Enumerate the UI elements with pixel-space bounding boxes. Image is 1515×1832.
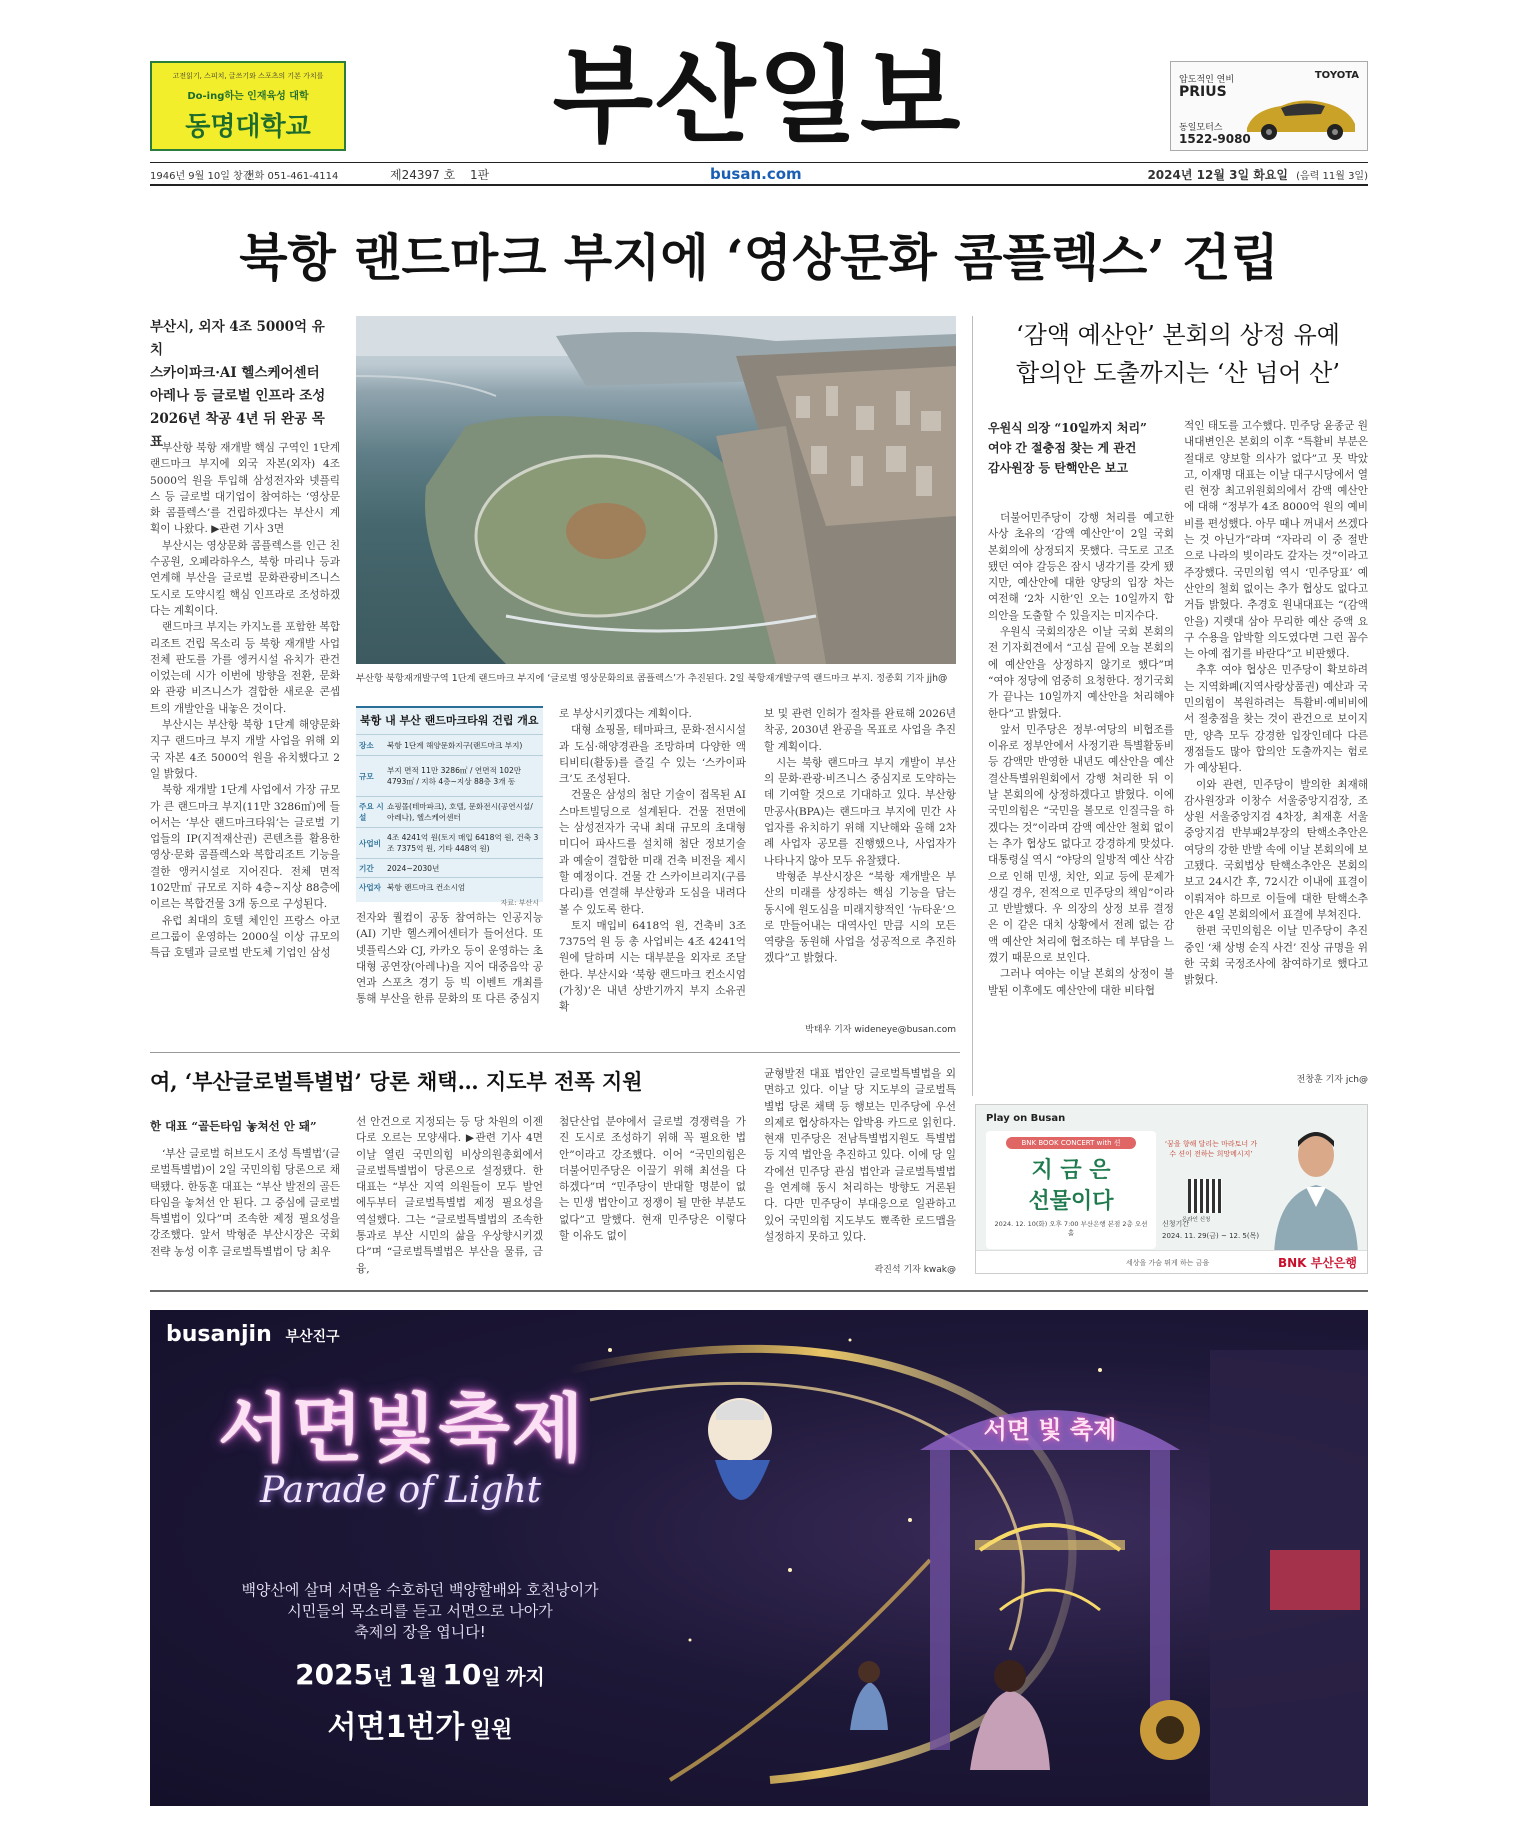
info-row-key-4: 사업비 — [359, 838, 382, 848]
ad-dongmyung[interactable] — [150, 61, 346, 151]
ad-dongmyung-name: 동명대학교 — [185, 112, 311, 142]
qr-code[interactable] — [1188, 1179, 1222, 1213]
info-row-key-3: 주요 시설 — [359, 802, 384, 822]
lower-col-2 — [356, 1114, 543, 1276]
main-byline: 박태우 기자 wideneye@busan.com — [805, 1025, 956, 1035]
right-col-1 — [988, 510, 1174, 1082]
right-subhead-3: 감사원장 등 탄핵안은 보고 — [988, 461, 1129, 475]
ad-dongmyung-line1: 고전읽기, 스피치, 글쓰기와 스포츠의 기본 가치를 — [172, 72, 324, 80]
main-col1-p5: 북항 재개발 1단계 사업에서 가장 규모가 큰 랜드마크 부지(11만 3286㎡)에 들어서는 ‘부산 랜드마크타워’는 글로벌 기업들의 IP(지적재산권) 콘텐츠를 활용한 영상·문화 콤플렉스와 복합리조트 기능을 결한 앵커시설로 지어진다. 전체 면적 102만㎡ 규모로 지하 4층~지상 88층에 이르는 복합건물 3개 동으로 구성된다. — [150, 784, 340, 911]
festival-top-rule — [150, 1290, 1368, 1292]
right-headline — [988, 316, 1368, 392]
bnk-apply: 2024. 11. 29(금) ~ 12. 5(목) — [1162, 1232, 1260, 1240]
festival-place-suffix: 일원 — [469, 1718, 513, 1743]
bnk-qr-label: 온라인 신청 — [1182, 1217, 1211, 1223]
info-row-val-2: 부지 면적 11만 3286㎡ / 연면적 102만 4793㎡ / 지하 4층~지상 88층 3개 동 — [387, 766, 522, 786]
main-col1-p4: 부산시는 부산항 북항 1단계 해양문화지구 랜드마크 부지 개발 사업을 위해 외국 자본 4조 5000억 원을 유치했다고 2일 밝혔다. — [150, 719, 340, 780]
festival-place — [210, 1702, 630, 1746]
main-col3-p4: 토지 매입비 6418억 원, 건축비 3조 7375억 원 등 총 사업비는 4조 4241억 원에 달하며 시는 대부분을 외자로 조달한다. 부산시와 ‘북항 랜드마크 컨소시엄(가칭)’은 내년 상반기까지 부지 소유권 확 — [559, 919, 746, 1014]
main-col1-p2: 부산시는 영상문화 콤플렉스를 인근 친수공원, 오페라하우스, 북항 마리나 등과 연계해 부산을 글로벌 문화관광비즈니스 도시로 도약시킬 핵심 인프라로 조성하겠다는 계획이다. — [150, 539, 340, 617]
festival-day-unit: 일 — [481, 1665, 501, 1689]
right-subhead-1: 우원식 의장 “10일까지 처리” — [988, 421, 1147, 435]
lower-col3-p1: 첨단산업 분야에서 글로벌 경쟁력을 가진 도시로 조성하기 위해 꼭 필요한 법안”이라고 강조했다. 이어 “국민의힘은 더불어민주당은 이끌기 위해 최선을 다하겠다”며 “민주당이 반대할 명분이 없는 민생 법안이고 정쟁이 될 만한 부분도 없다”고 말했다. 현재 민주당은 이렇다 할 이유도 없이 — [559, 1116, 746, 1243]
info-row-val-4: 4조 4241억 원(토지 매입 6418억 원, 건축 3조 7375억 원, 기타 448억 원) — [387, 833, 539, 853]
right-col1-p3: 앞서 민주당은 정부·여당의 비협조를 이유로 정부안에서 사정기관 특별활동비 등 감액만 반영한 내년도 예산안을 예산결산특별위원회에서 강행 처리한 뒤 이날 본회의에 상정하겠다고 밝혔다. 이에 국민의힘은 “국민을 볼모로 인질극을 하겠다는 것”이라며 감액 예산안 철회 없이는 추가 협상도 없다고 강경하게 맞섰다. 대통령실 역시 “야당의 일방적 예산 삭감으로 인해 민생, 치안, 외교 등에 문제가 생길 경우, 전적으로 민주당의 책임”이라고 반발했다. 우 의장의 상정 보류 결정은 이 같은 대치 상황에서 전례 없는 감액 예산안 처리에 협조하는 데 부담을 느꼈기 때문으로 보인다. — [988, 723, 1174, 965]
festival-desc-3: 축제의 장을 엽니다! — [354, 1623, 486, 1641]
festival-subtitle: Parade of Light — [260, 1470, 542, 1511]
main-subheads — [150, 316, 335, 454]
main-right-divider — [972, 316, 973, 1096]
ad-festival[interactable] — [150, 1310, 1368, 1806]
right-col-2 — [1184, 418, 1368, 1070]
main-photo — [356, 316, 956, 664]
busanjin-logo: busanjin — [166, 1322, 272, 1347]
info-row-val-1: 북항 1단계 해양문화지구(랜드마크 부지) — [387, 740, 523, 750]
bnk-concert: BNK BOOK CONCERT with 션 — [1006, 1137, 1136, 1149]
right-headline-2: 합의안 도출까지는 ‘산 넘어 산’ — [1016, 359, 1340, 387]
right-col1-p1: 더불어민주당이 강행 처리를 예고한 사상 초유의 ‘감액 예산안’이 2일 국회 본회의에 상정되지 못했다. 극도로 고조됐던 여야 갈등은 잠시 냉각기를 갖게 됐지만, 예산안에 대한 양당의 입장 차는 여전해 ‘2차 시한’인 오는 10일까지 합의안을 도출할 수 있을지는 미지수다. — [988, 512, 1174, 622]
lower-byline: 곽진석 기자 kwak@ — [874, 1265, 956, 1275]
festival-logo — [166, 1322, 340, 1347]
ad-toyota-phone: 1522-9080 — [1179, 132, 1251, 146]
bnk-headline-1: 지 금 은 — [1031, 1158, 1111, 1183]
main-col-1 — [150, 440, 340, 1040]
photo-caption: 부산항 북항재개발구역 1단계 랜드마크 부지에 ‘글로벌 영상문화의료 콤플렉스’가 추진된다. 2일 북항재개발구역 랜드마크 부지. 정종회 기자 jjh@ — [356, 673, 948, 684]
info-table-source: 자료: 부산시 — [500, 899, 539, 907]
masthead-bottom-rule — [150, 184, 1368, 186]
festival-until: 까지 — [506, 1665, 545, 1689]
lower-col4-p1: 균형발전 대표 법안인 글로벌특별법을 외면하고 있다. 이날 당 지도부의 글로벌특별법 당론 채택 등 행보는 민주당에 우선 의제로 협상하자는 압박용 카드로 읽힌다. 현재 민주당은 전남특별법지원도 특별법 등 지역 법안을 추진하고 있다. 이에 당 일각에선 민주당 관심 법안과 글로벌특별법을 연계해 동시 처리하는 방향도 거론된다. 다만 민주당이 부대응으로 일관하고 있어 국민의힘 지도부도 뾰족한 로드맵을 설정하지 못하고 있다. — [764, 1068, 956, 1243]
festival-year-unit: 년 — [373, 1665, 393, 1689]
lower-story-rule — [150, 1052, 960, 1053]
right-col2-p4: 한편 국민의힘은 이날 민주당이 추진 중인 ‘채 상병 순직 사건’ 진상 규명을 위한 국회 국정조사에 참여하기로 했다고 밝혔다. — [1184, 925, 1368, 987]
site-link[interactable]: busan.com — [710, 165, 802, 183]
ad-toyota-line1: 압도적인 연비 — [1179, 75, 1235, 85]
car-image — [1241, 84, 1361, 146]
festival-desc-2: 시민들의 목소리를 듣고 서면으로 나아가 — [287, 1602, 553, 1620]
lower-col-4 — [764, 1066, 956, 1262]
lower-subhead: 한 대표 “골든타임 놓쳐선 안 돼” — [150, 1119, 317, 1133]
right-col1-p2: 우원식 국회의장은 이날 국회 본회의 전 기자회견에서 “고심 끝에 오늘 본회의에 예산안을 상정하지 않기로 했다”며 “여야 정당에 엄중히 요청한다. 정기국회가 끝나는 10일까지 예산안을 처리해야 한다”고 밝혔다. — [988, 626, 1174, 720]
festival-title: 서면빛축제 — [218, 1386, 586, 1472]
info-row-val-5: 2024~2030년 — [387, 863, 440, 873]
info-row-key-6: 사업자 — [359, 882, 382, 892]
festival-place-name: 서면1번가 — [327, 1710, 465, 1745]
ad-dongmyung-line2: Do-ing하는 인재육성 대학 — [187, 91, 309, 102]
right-col2-p2: 추후 여야 협상은 민주당이 확보하려는 지역화폐(지역사랑상품권) 예산과 국민의힘이 복원하려는 특활비·예비비에서 절충점을 찾는 것이 관건으로 보이지만, 양측 모두 강경한 입장인데다 다른 쟁점들도 많아 합의안 도출까지는 험로가 예상된다. — [1184, 664, 1368, 775]
ad-toyota-brand: TOYOTA — [1314, 70, 1359, 81]
info-table — [356, 706, 543, 907]
aerial-harbor-image — [356, 316, 956, 664]
lower-headline: 여, ‘부산글로벌특별법’ 당론 채택… 지도부 전폭 지원 — [150, 1069, 643, 1094]
ad-toyota[interactable] — [1170, 61, 1368, 151]
main-subhead-1: 부산시, 외자 4조 5000억 유치 — [150, 319, 325, 358]
main-col-2b — [356, 910, 543, 1040]
main-col4-p3: 박형준 부산시장은 “북항 재개발은 부산의 미래를 상징하는 핵심 기능을 담는 동시에 원도심을 미래지향적인 ‘뉴타운’으로 만들어내는 대역사인 만큼 시의 모든 역량을 동원해 사업을 성공적으로 추진하겠다”고 밝혔다. — [764, 870, 956, 965]
lower-col2-p1: 선 안건으로 지정되는 등 당 차원의 이젠다로 오르는 모양새다. ▶관련 기사 4면 이날 열린 국민의힘 비상의원총회에서 글로벌특별법이 당론으로 설정됐다. 한 대표는 “부산 지역 의원들이 모두 발언 에두부터 글로벌특별법 제정 필요성을 역설했다. 그는 “글로벌특별법의 조속한 통과로 부산 시민의 삶을 우상향시키겠다”며 “글로벌특별법은 부산을 물류, 금융, — [356, 1116, 543, 1275]
phone-number: 전화 051-461-4114 — [245, 171, 339, 182]
right-col2-p3: 이와 관련, 민주당이 발의한 최재해 감사원장과 이창수 서울중앙지검장, 조상원 서울중앙지검 4차장, 최재훈 서울중앙지검 반부패2부장의 탄핵소추안은 여당의 강한 반발 속에 이날 본회의에 보고됐다. 국회법상 탄핵소추안은 본회의 보고 24시간 후, 72시간 이내에 표결이 이뤄져야 하므로 이들에 대한 탄핵소추안은 4일 본회의에서 표결에 부쳐진다. — [1184, 778, 1368, 921]
main-col4-p1: 보 및 관련 인허가 절차를 완료해 2026년 착공, 2030년 완공을 목표로 사업을 추진할 계획이다. — [764, 708, 956, 753]
right-headline-1: ‘감액 예산안’ 본회의 상정 유예 — [1016, 321, 1340, 349]
festival-year: 2025 — [295, 1658, 374, 1691]
bnk-quote: ‘꿈을 향해 달리는 마라토너 가수 션이 전하는 희망메시지’ — [1164, 1140, 1258, 1158]
ad-toyota-model: PRIUS — [1179, 84, 1227, 100]
info-row-key-5: 기간 — [359, 863, 374, 873]
festival-arch-sign: 서면 빛 축제 — [983, 1416, 1117, 1444]
bnk-ad-brand: Play on Busan — [986, 1113, 1066, 1124]
right-col1-p4: 그러나 여야는 이날 본회의 상정이 불발된 이후에도 예산안에 대한 비타협 — [988, 968, 1174, 997]
masthead-top-rule — [150, 162, 1368, 163]
info-row-val-6: 북항 랜드마크 컨소시엄 — [387, 882, 466, 892]
masthead-info-bar — [150, 165, 1368, 183]
issue-date: 2024년 12월 3일 화요일 — [1147, 168, 1288, 182]
main-subhead-4: 2026년 착공 4년 뒤 완공 목표 — [150, 411, 325, 450]
info-table-title: 북항 내 부산 랜드마크타워 건립 개요 — [360, 714, 539, 727]
main-col1-p1: 부산항 북항 재개발 핵심 구역인 1단계 랜드마크 부지에 외국 자본(외자) 4조 5000억 원을 투입해 삼성전자와 넷플릭스 등 글로벌 대기업이 참여하는 ‘영상문화 콤플렉스’를 건립하겠다는 부산시 계획이 나왔다. ▶관련 기사 3면 — [150, 442, 340, 536]
lower-col-3 — [559, 1114, 746, 1276]
main-col3-p3: 건물은 삼성의 첨단 기술이 접목된 AI 스마트빌딩으로 설계된다. 건물 전면에는 삼성전자가 국내 최대 규모의 초대형 미디어 파사드를 설치해 첨단 정보기술과 예술이 결합한 미래 건축 비전을 제시할 예정이다. 건물 간 스카이브리지(구름다리)를 연결해 부산항과 도심을 내려다볼 수 있도록 한다. — [559, 789, 746, 916]
person-photo — [1266, 1115, 1366, 1255]
busanjin-org: 부산진구 — [285, 1329, 340, 1345]
main-headline: 북항 랜드마크 부지에 ‘영상문화 콤플렉스’ 건립 — [239, 228, 1279, 287]
main-subhead-3: 아레나 등 글로벌 인프라 조성 — [150, 388, 326, 404]
festival-desc-1: 백양산에 살며 서면을 수호하던 백양할배와 호천낭이가 — [241, 1581, 599, 1599]
main-col-3 — [559, 706, 746, 1040]
main-col3-p2: 대형 쇼핑몰, 테마파크, 문화·전시시설과 도심·해양경관을 조망하며 다양한 액티비티(활동)를 즐길 수 있는 ‘스카이파크’도 조성된다. — [559, 724, 746, 786]
bnk-headline-2: 선물이다 — [1028, 1189, 1114, 1214]
masthead-title: 부산일보 — [552, 35, 963, 157]
main-col4-p2: 시는 북항 랜드마크 부지 개발이 부산의 문화·관광·비즈니스 중심지로 도약하는 데 기여할 것으로 기대하고 있다. 부산항만공사(BPA)는 랜드마크 부지에 민간 사업자를 유치하기 위해 지난해와 올해 2차례 사업자 공모를 진행했으나, 사업자가 나타나지 않아 모두 유찰됐다. — [764, 756, 956, 867]
right-subheads — [988, 418, 1174, 478]
lower-col-1 — [150, 1146, 340, 1276]
ad-bnk[interactable] — [975, 1104, 1368, 1274]
founded-date: 1946년 9월 10일 창간 — [150, 171, 253, 182]
lunar-date: (음력 11월 3일) — [1296, 171, 1368, 182]
festival-day: 10 — [442, 1658, 482, 1691]
right-col2-p1: 적인 태도를 고수했다. 민주당 윤종군 원내대변인은 본회의 이후 “특활비 부분은 절대로 양보할 의사가 없다”고 못 박았고, 이재명 대표는 이날 대구시당에서 열린 현장 최고위원회의에서 감액 예산안에 대해 “정부가 4조 8000억 원의 예비비를 편성했다. 아무 때나 꺼내서 쓰겠다는 것 아닌가”라며 “자라리 이 중 절반으로 나라의 빚이라도 갚자는 것”이라고 주장했다. 국민의힘 역시 ‘민주당표’ 예산안의 철회 없이는 추가 협상도 없다고 거듭 밝혔다. 추경호 원내대표는 “(감액안을) 지렛대 삼아 무리한 예산 증액 요구 수용을 압박할 의도였다면 그런 꼼수는 아예 접기를 바란다”고 비판했다. — [1184, 420, 1368, 661]
info-row-key-2: 규모 — [359, 771, 374, 781]
main-col-4 — [764, 706, 956, 1018]
main-col2b-p1: 전자와 퀄컴이 공동 참여하는 인공지능(AI) 기반 헬스케어센터가 들어선다. 또 넷플릭스와 CJ, 카카오 등이 운영하는 초대형 공연장(아레나)을 지어 대중음악 공연과 스포츠 경기 등 빅 이벤트 개최를 통해 부산을 한류 문화의 또 다른 중심지 — [356, 912, 543, 1006]
bnk-date: 2024. 12. 10(화) 오후 7:00 부산은행 본점 2층 오션홀 — [994, 1220, 1148, 1237]
main-col1-p3: 랜드마크 부지는 카지노를 포함한 복합리조트 건립 목소리 등 북항 재개발 사업 전체 판도를 가를 엥커시설 유치가 관건이었는데 시가 이번에 방향을 전환, 문화와 관광 비즈니스가 결합한 새로운 콘셉트의 개발안을 내놓은 것이다. — [150, 621, 340, 715]
lower-col1-p1: ‘부산 글로벌 허브도시 조성 특별법’(글로벌특별법)이 2일 국민의힘 당론으로 채택됐다. 한동훈 대표는 “부산 발전의 골든타임을 놓쳐선 안 된다. 그 중심에 글로벌특별법이 있다”며 조속한 제정 필요성을 강조했다. 앞서 박형준 부산시장은 국회 전략 농성 이후 글로벌특별법이 당 최우 — [150, 1148, 340, 1258]
main-subhead-2: 스카이파크·AI 헬스케어센터 — [150, 365, 320, 381]
main-col3-p1: 로 부상시키겠다는 계획이다. — [559, 708, 692, 720]
right-subhead-2: 여야 간 절충점 찾는 게 관건 — [988, 441, 1137, 455]
edition: 1판 — [470, 168, 490, 182]
issue-number: 제24397 호 — [390, 168, 456, 182]
ad-toyota-dealer: 동일모터스 — [1179, 123, 1223, 133]
festival-month-unit: 월 — [417, 1665, 437, 1689]
festival-month: 1 — [397, 1658, 418, 1691]
bnk-slogan: 세상을 가슴 뛰게 하는 금융 — [1126, 1259, 1210, 1267]
bnk-bank-logo: BNK 부산은행 — [1277, 1256, 1357, 1270]
festival-description — [210, 1580, 630, 1643]
info-row-key-1: 장소 — [359, 740, 374, 750]
main-col1-p6: 유럽 최대의 호텔 체인인 프랑스 아코르그룹이 운영하는 2000실 이상 규모의 특급 호텔과 글로벌 반도체 기업인 삼성 — [150, 914, 340, 960]
info-row-val-3: 쇼핑몰(테마파크), 호텔, 문화전시(공연시설/아레나), 헬스케어센터 — [387, 802, 533, 822]
right-byline: 전창훈 기자 jch@ — [1296, 1075, 1368, 1085]
bnk-apply-label: 신청기간 — [1162, 1220, 1190, 1228]
festival-date — [210, 1658, 630, 1691]
